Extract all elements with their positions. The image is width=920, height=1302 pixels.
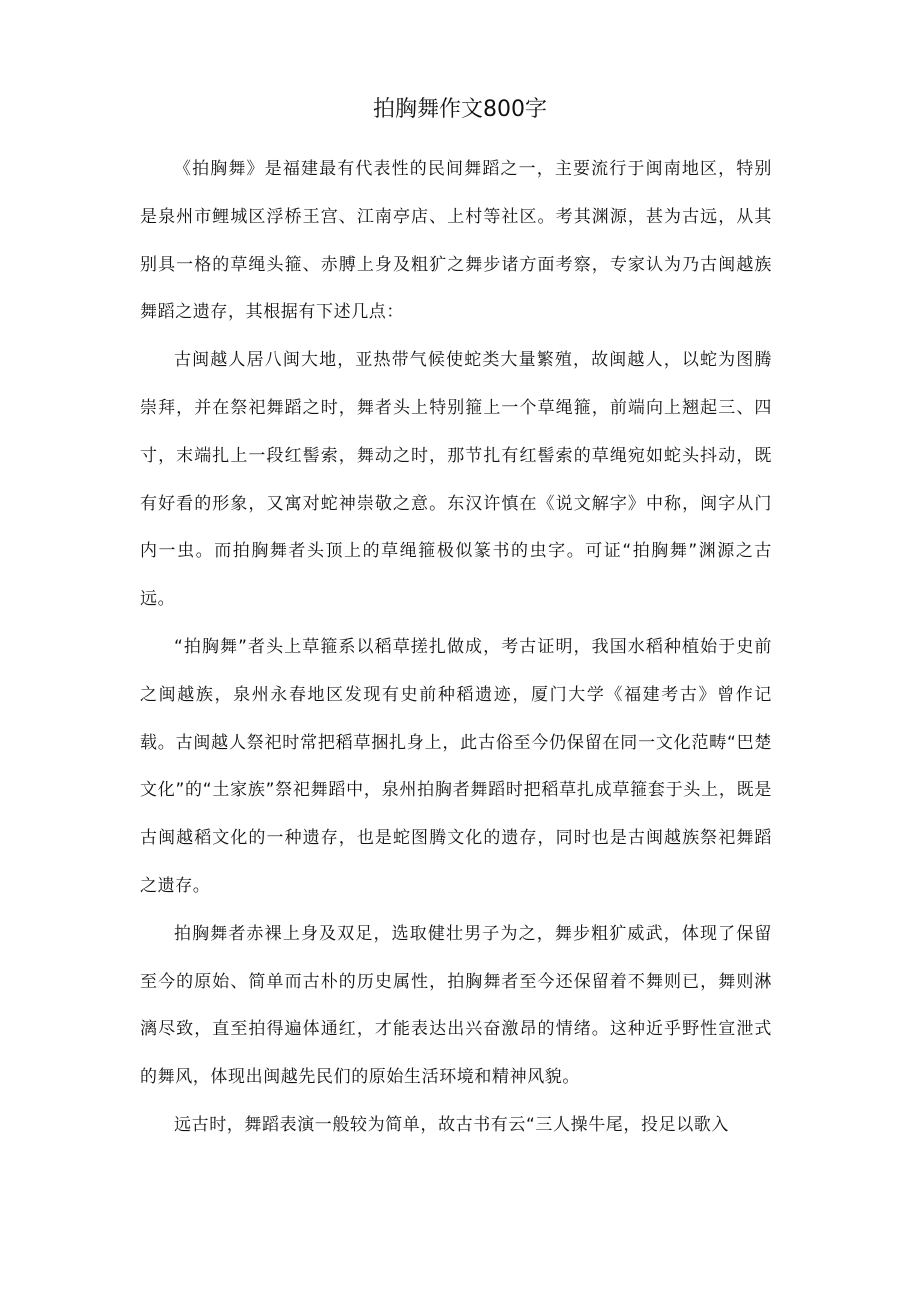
paragraph-4: 拍胸舞者赤裸上身及双足，选取健壮男子为之，舞步粗犷威武，体现了保留至今的原始、简单而古朴的历史属性，拍胸舞者至今还保留着不舞则已，舞则淋漓尽致，直至拍得遍体通红，才能表达出兴奋激昂的情绪。这种近乎野性宣泄式的舞风，体现出闽越先民们的原始生活环境和精神风貌。: [140, 923, 772, 1088]
document-body: [140, 146, 772, 1150]
paragraph-5: 远古时，舞蹈表演一般较为简单，故古书有云“三人操牛尾，投足以歌入: [174, 1114, 730, 1135]
paragraph-3: “拍胸舞”者头上草箍系以稻草搓扎做成，考古证明，我国水稻种植始于史前之闽越族，泉州永春地区发现有史前种稻遗迹，厦门大学《福建考古》曾作记载。古闽越人祭祀时常把稻草捆扎身上，此古俗至今仍保留在同一文化范畴“巴楚文化”的“土家族”祭祀舞蹈中，泉州拍胸者舞蹈时把稻草扎成草箍套于头上，既是古闽越稻文化的一种遗存，也是蛇图腾文化的遗存，同时也是古闽越族祭祀舞蹈之遗存。: [140, 636, 772, 896]
paragraph-2: 古闽越人居八闽大地，亚热带气候使蛇类大量繁殖，故闽越人，以蛇为图腾崇拜，并在祭祀舞蹈之时，舞者头上特别箍上一个草绳箍，前端向上翘起三、四寸，末端扎上一段红髻索，舞动之时，那节扎有红髻索的草绳宛如蛇头抖动，既有好看的形象，又寓对蛇神崇敬之意。东汉许慎在《说文解字》中称，闽字从门内一虫。而拍胸舞者头顶上的草绳箍极似篆书的虫字。可证“拍胸舞”渊源之古远。: [140, 350, 772, 610]
paragraph-1: 《拍胸舞》是福建最有代表性的民间舞蹈之一，主要流行于闽南地区，特别是泉州市鲤城区浮桥王宫、江南亭店、上村等社区。考其渊源，甚为古远，从其别具一格的草绳头箍、赤膊上身及粗犷之舞步诸方面考察，专家认为乃古闽越族舞蹈之遗存，其根据有下述几点：: [140, 159, 772, 323]
document-title: 拍胸舞作文800字: [373, 97, 547, 122]
